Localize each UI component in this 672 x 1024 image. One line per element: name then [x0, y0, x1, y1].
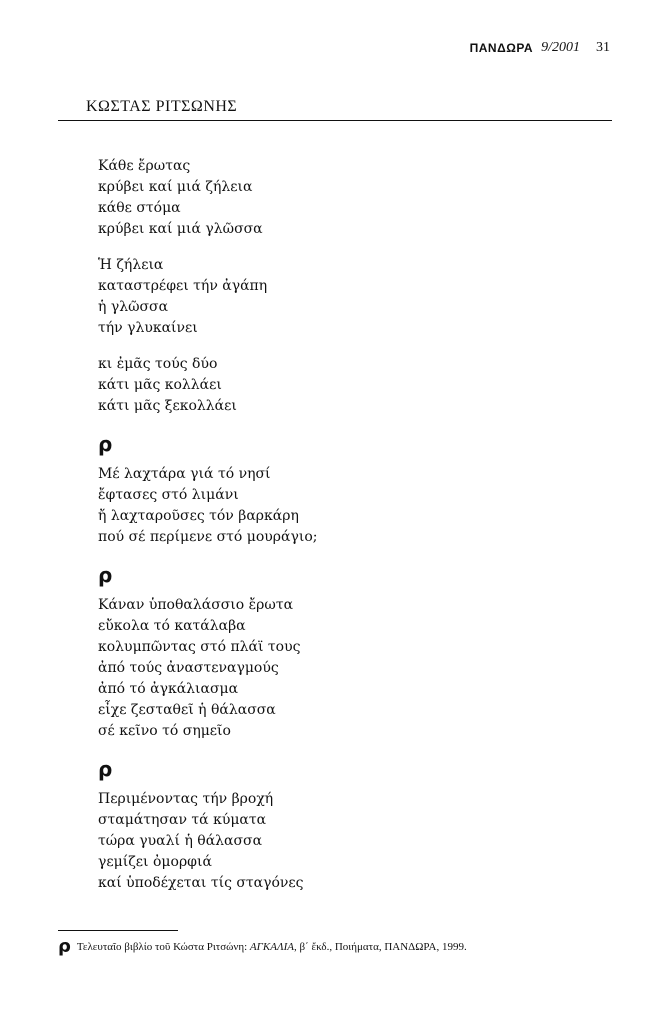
journal-logo [470, 41, 534, 55]
poem-line: κάτι μᾶς κολλάει [98, 377, 222, 393]
section-ornament: ρ [98, 757, 113, 781]
poem-line: ἀπό τούς ἀναστεναγμούς [98, 660, 279, 676]
poem-line: πού σέ περίμενε στό μουράγιο; [98, 529, 318, 545]
poem-line: κάτι μᾶς ξεκολλάει [98, 398, 237, 414]
page-header [470, 40, 610, 56]
poem-line: Ἡ ζήλεια [98, 257, 164, 273]
poem-line: γεμίζει ὀμορφιά [98, 854, 212, 870]
poem-line: ἤ λαχταροῦσες τόν βαρκάρη [98, 508, 299, 524]
poem-line: εἶχε ζεσταθεῖ ἡ θάλασσα [98, 702, 276, 718]
poem-line: τήν γλυκαίνει [98, 320, 198, 336]
poem-line: ἔφτασες στό λιμάνι [98, 487, 239, 503]
stanza [98, 156, 578, 240]
poem-line: ἡ γλῶσσα [98, 299, 169, 315]
section-ornament: ρ [98, 432, 113, 456]
issue-number: 9/2001 [541, 40, 580, 55]
book-title: ΑΓΚΑΛΙΑ [249, 940, 294, 953]
stanza [98, 464, 578, 548]
poem-line: Περιμένοντας τήν βροχή [98, 791, 274, 807]
stanza [98, 595, 578, 742]
poem-line: κάθε στόμα [98, 200, 181, 216]
journal-name: ΠΑΝΔΩΡΑ [469, 41, 534, 55]
stanza [98, 354, 578, 417]
poem-line: κι ἐμᾶς τούς δύο [98, 356, 218, 372]
poem-line: καί ὑποδέχεται τίς σταγόνες [98, 875, 304, 891]
page-number: 31 [596, 40, 610, 55]
poem-line: καταστρέφει τήν ἀγάπη [98, 278, 268, 294]
author-name: ΚΩΣΤΑΣ ΡΙΤΣΩΝΗΣ [86, 98, 238, 115]
footnote-rule [58, 930, 178, 931]
stanza [98, 255, 578, 339]
poem-line: σέ κεῖνο τό σημεῖο [98, 723, 231, 739]
footnote-mark: ρ [58, 936, 71, 957]
poem-line: κρύβει καί μιά γλῶσσα [98, 221, 263, 237]
poem-line: κολυμπῶντας στό πλάϊ τους [98, 639, 301, 655]
footnote [58, 936, 467, 957]
poem-line: σταμάτησαν τά κύματα [98, 812, 267, 828]
stanza [98, 789, 578, 894]
section-ornament: ρ [98, 563, 113, 587]
poem-line: Μέ λαχτάρα γιά τό νησί [98, 466, 271, 482]
poem-line: Κάθε ἔρωτας [98, 158, 191, 174]
poem-body [98, 156, 578, 909]
poem-line: εὔκολα τό κατάλαβα [98, 618, 246, 634]
footnote-text: Τελευταῖο βιβλίο τοῦ Κώστα Ριτσώνη: ΑΓΚΑΛΙΑ, β΄ ἔκδ., Ποιήματα, ΠΑΝΔΩΡΑ, 1999. [76, 940, 467, 953]
poem-line: ἀπό τό ἀγκάλιασμα [98, 681, 239, 697]
poem-line: κρύβει καί μιά ζήλεια [98, 179, 253, 195]
poem-line: τώρα γυαλί ἡ θάλασσα [98, 833, 263, 849]
poem-line: Κάναν ὑποθαλάσσιο ἔρωτα [98, 597, 294, 613]
header-rule [58, 120, 612, 121]
